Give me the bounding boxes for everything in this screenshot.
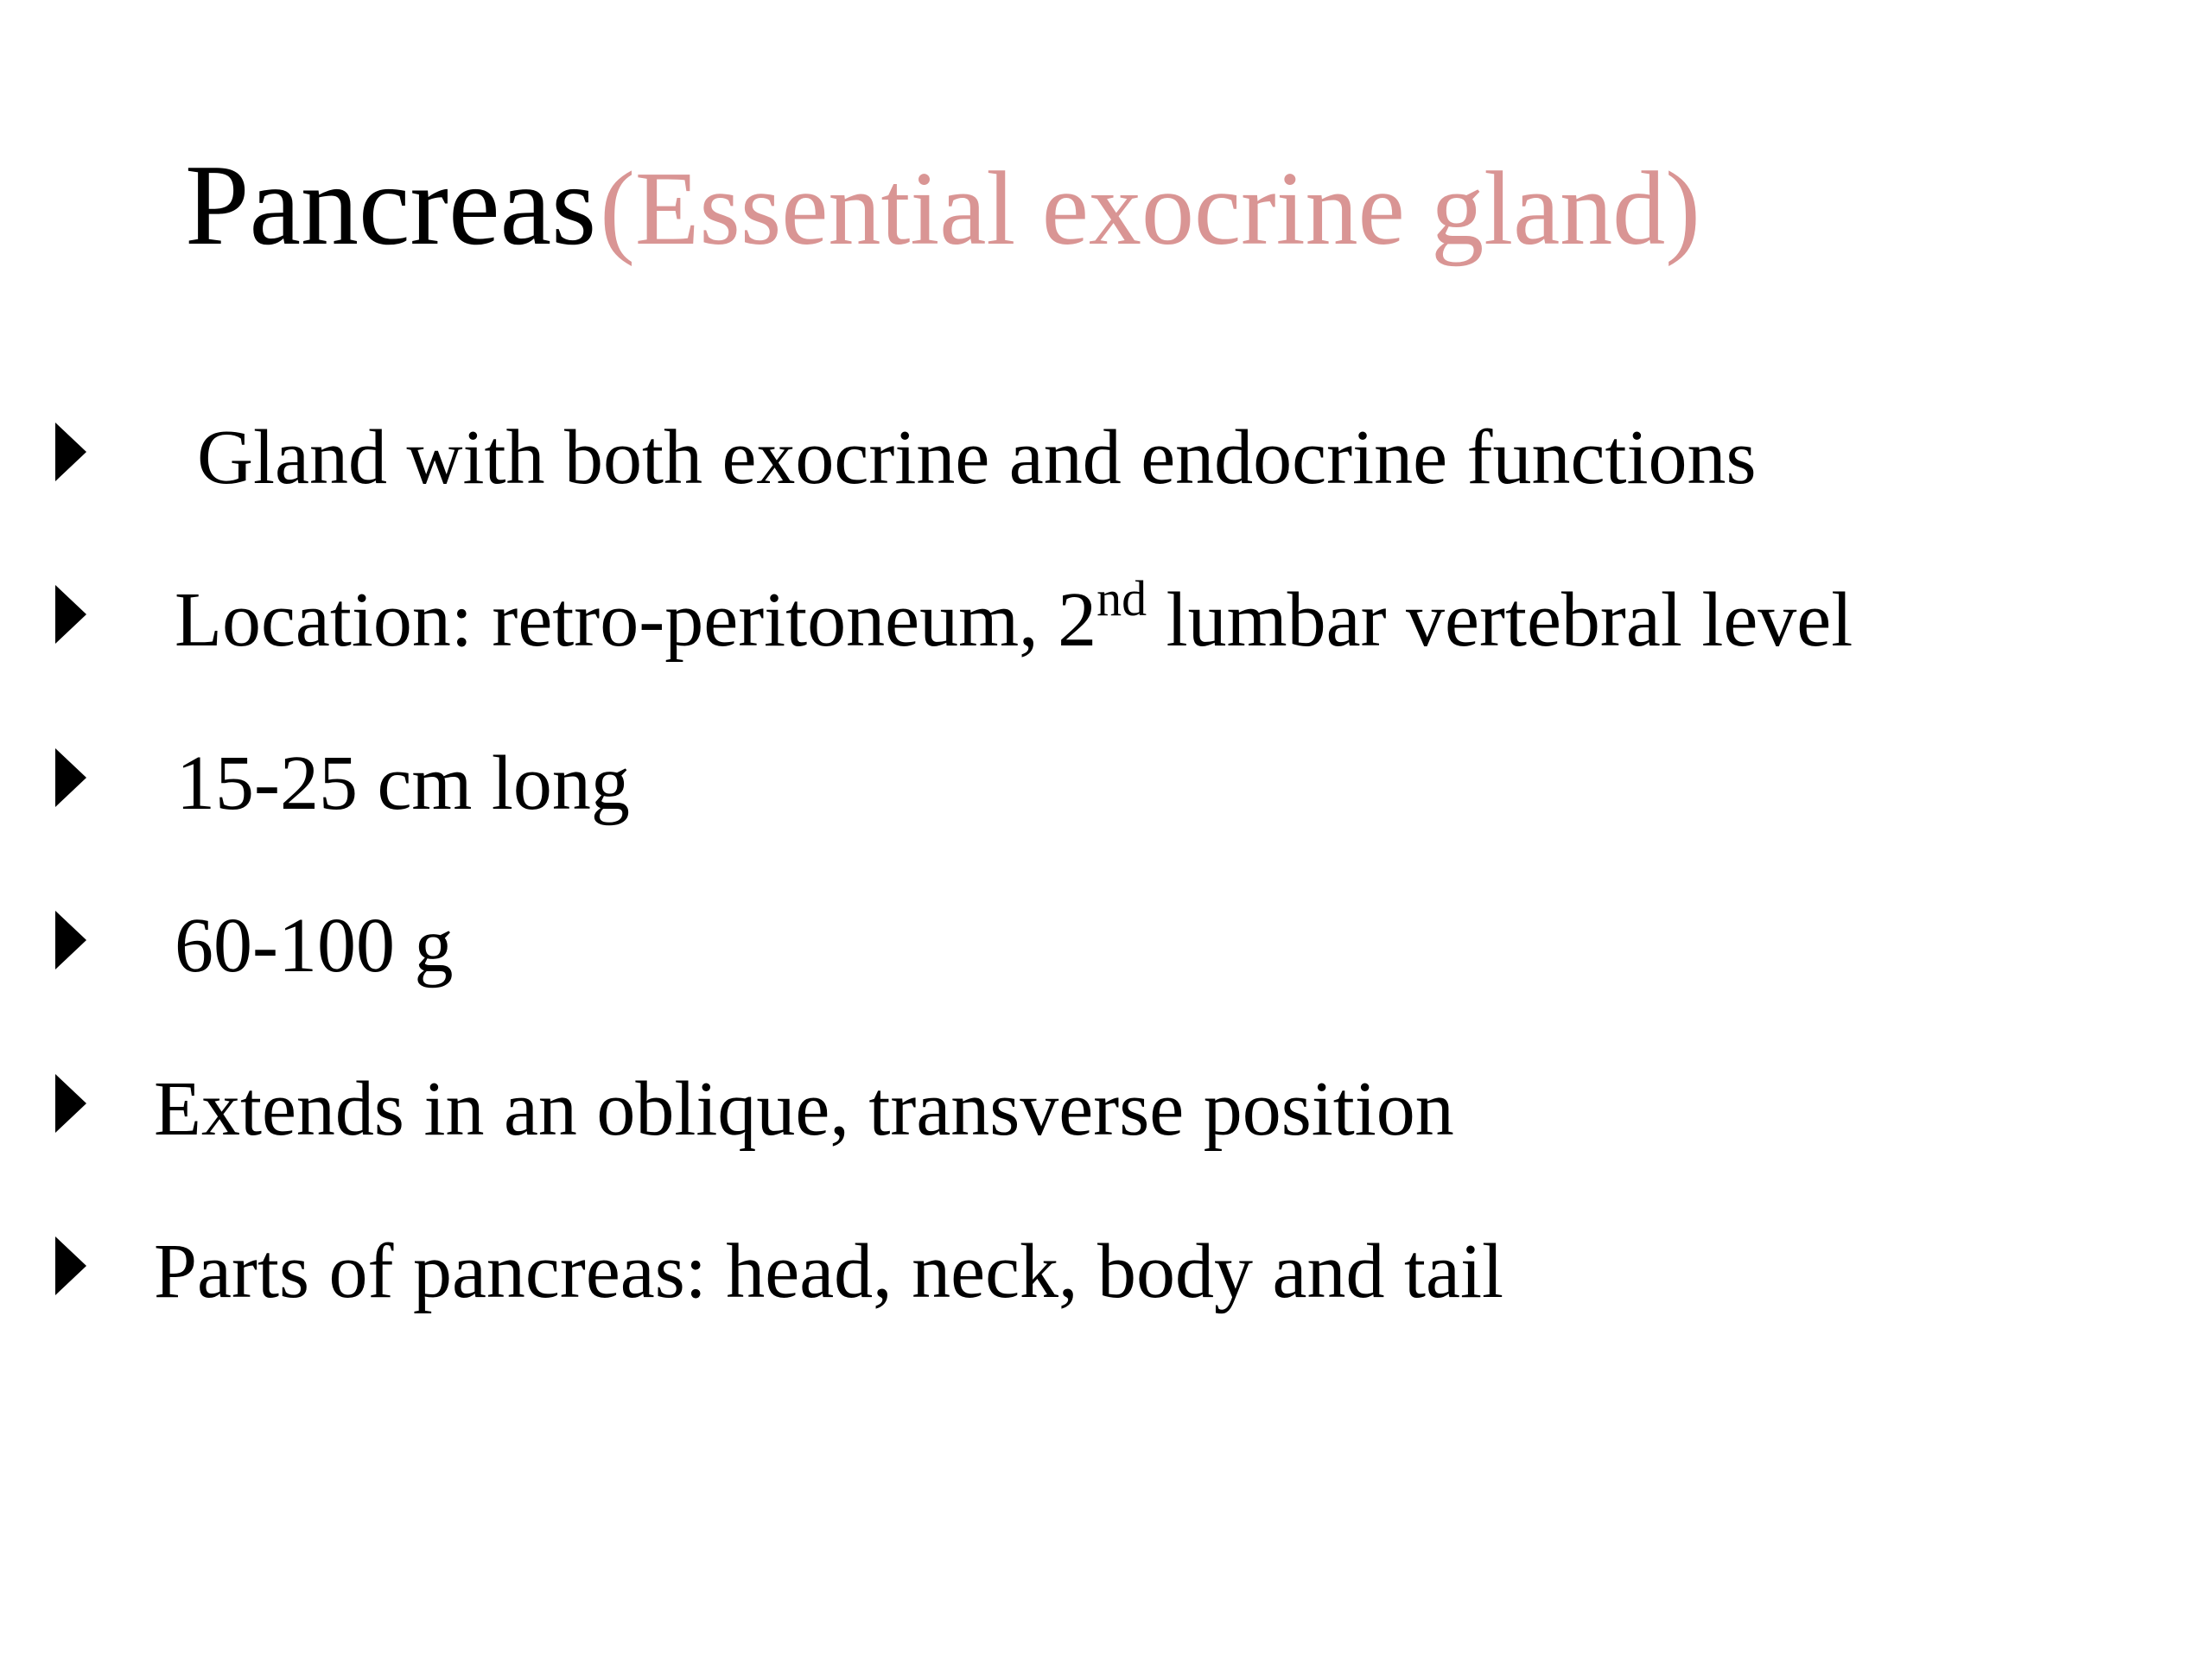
triangle-right-icon (55, 585, 86, 644)
slide-title (185, 141, 1700, 269)
bullet-text: 60-100 g (175, 903, 454, 988)
bullet-text-superscript: nd (1096, 570, 1147, 626)
bullet-item (0, 1062, 2212, 1166)
triangle-right-icon (55, 748, 86, 807)
bullet-text: Parts of pancreas: head, neck, body and tail (154, 1229, 1503, 1314)
bullet-item (0, 899, 2212, 1002)
triangle-right-icon (55, 1074, 86, 1133)
title-subtitle: (Essential exocrine gland) (600, 150, 1700, 267)
bullet-item (0, 736, 2212, 840)
bullet-item (0, 1224, 2212, 1328)
bullet-text-part: Location: retro-peritoneum, 2 (175, 577, 1097, 663)
bullet-text: 15-25 cm long (176, 741, 630, 826)
bullet-item (0, 570, 2212, 677)
triangle-right-icon (55, 1236, 86, 1295)
bullet-item (0, 410, 2212, 514)
title-main: Pancreas (185, 141, 597, 269)
triangle-right-icon (55, 911, 86, 969)
bullet-text-part: lumbar vertebral level (1147, 577, 1853, 663)
triangle-right-icon (55, 423, 86, 481)
bullet-text: Gland with both exocrine and endocrine functions (197, 415, 1757, 500)
bullet-text (175, 570, 1853, 663)
bullet-text: Extends in an oblique, transverse position (154, 1066, 1454, 1152)
